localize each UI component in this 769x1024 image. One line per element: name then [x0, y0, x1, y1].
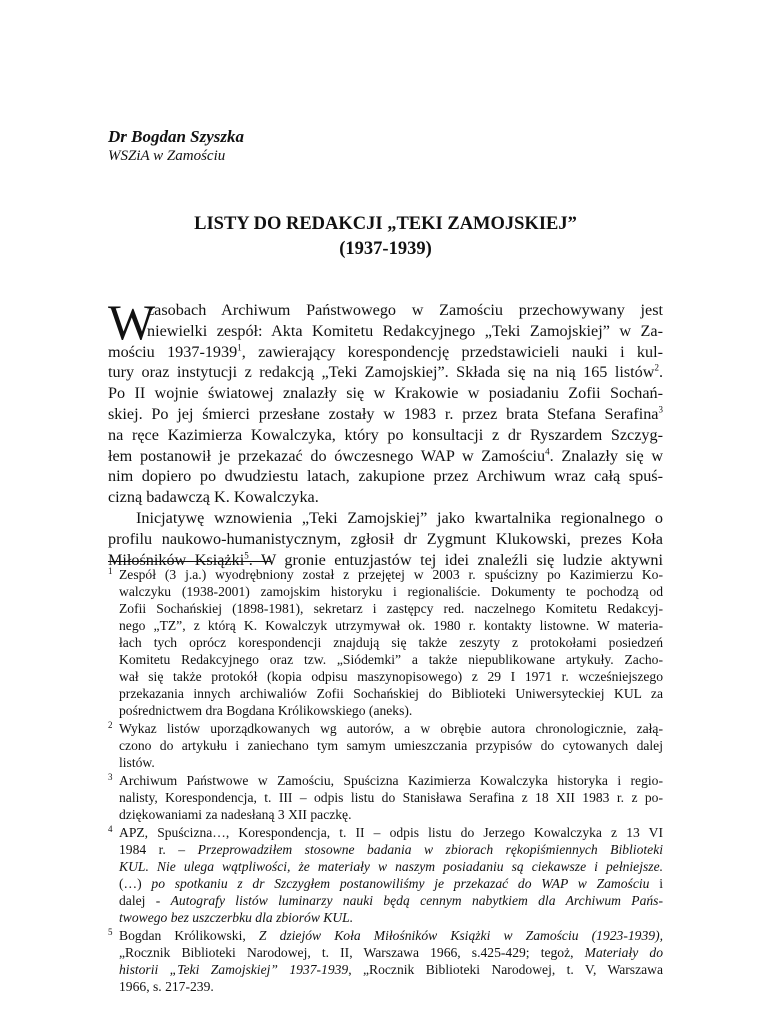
body-line: Po II wojnie światowej znalazły się w Krakowie w posiadaniu Zofii Sochań-	[108, 384, 663, 403]
footnote-number: 4	[108, 824, 113, 834]
body-line: zasobach Archiwum Państwowego w Zamościu przechowywany jest	[147, 301, 663, 319]
footnote-number: 2	[108, 720, 113, 730]
footnote-rule	[108, 561, 270, 562]
footnote-3: 3 Archiwum Państwowe w Zamościu, Spuścizna Kazimierza Kowalczyka historyka i regio- nalisty, Korespondencja, t. III – odpis listu do Stanisława Serafina z 18 XII 1983 r. z po- dziękowaniami za nadesłaną 3 XII paczkę.	[108, 772, 663, 823]
title-line-2: (1937-1939)	[339, 239, 432, 259]
footnote-ref: 4	[545, 446, 550, 457]
footnote-4: 4 APZ, Spuścizna…, Korespondencja, t. II – odpis listu do Jerzego Kowalczyka z 13 VI 1984 r. – Przeprowadziłem stosowne badania w zbiorach rękopiśmiennych Biblioteki KUL. Nie ulega wątpliwości, że materiały w naszym posiadaniu są ciekawsze i pełniejsze. (…) po spotkaniu z dr Szczygłem postanowiliśmy je przekazać do WAP w Zamościu i dalej - Autografy listów luminarzy nauki będą cennym nabytkiem dla Archiwum Pańs- twowego bez uszczerbku dla zbiorów KUL.	[108, 824, 663, 926]
article-body	[108, 294, 664, 570]
footnote-1: 1 Zespół (3 j.a.) wyodrębniony został z przejętej w 2003 r. spuścizny po Kazimierzu Ko- walczyku (1938-2001) zamojskim historyku i regionaliście. Dokumenty te pochodzą od Zofii Sochańskiej (1898-1981), sekretarz i zastępcy red. naczelnego Komitetu Redakcyj- nego „TZ”, z którą K. Kowalczyk utrzymywał ok. 1980 r. kontakty listowne. W materia- łach tych oprócz korespondencji znajdują się także zeszyty z protokołami posiedzeń Komitetu Redakcyjnego oraz tzw. „Siódemki” a także niepublikowane artykuły. Zacho- wał się także protokół (kopia odpisu maszynopisowego) z 29 I 1971 r. wcześniejszego przekazania innych archiwaliów Zofii Sochańskiej do Biblioteki Uniwersyteckiej KUL za pośrednictwem dra Bogdana Królikowskiego (aneks).	[108, 566, 663, 719]
body-line: profilu naukowo-humanistycznym, zgłosił dr Zygmunt Klukowski, prezes Koła	[108, 529, 663, 548]
body-line: Miłośników Książki$^5$. W gronie entuzjastów tej idei znaleźli się ludzie aktywni	[108, 550, 664, 569]
body-line: niewielki zespół: Akta Komitetu Redakcyjnego „Teki Zamojskiej” w Za-	[147, 321, 663, 340]
footnote-ref: 2	[654, 363, 659, 373]
footnote-ref: 5	[244, 550, 249, 561]
footnote-number: 5	[108, 927, 113, 937]
body-line: Inicjatywę wznowienia „Teki Zamojskiej” jako kwartalnika regionalnego o	[136, 508, 663, 527]
body-line: skiej. Po jej śmierci przesłane zostały w 1983 r. przez brata Stefana Serafina$^3$	[108, 404, 663, 423]
footnote-5: 5 Bogdan Królikowski, Z dziejów Koła Miłośników Książki w Zamościu (1923-1939), „Rocznik Biblioteki Narodowej, t. II, Warszawa 1966, s.425-429; tegoż, Materiały do historii „Teki Zamojskiej” 1937-1939, „Rocznik Biblioteki Narodowej, t. V, Warszawa 1966, s. 217-239.	[108, 927, 663, 995]
title-line-1: LISTY DO REDAKCJI „TEKI ZAMOJSKIEJ”	[194, 214, 577, 234]
footnote-ref: 3	[658, 404, 663, 415]
article-title	[108, 212, 663, 262]
body-line: łem postanowił je przekazać do ówczesnego WAP w Zamościu$^4$. Znalazły się w	[108, 446, 664, 465]
author-name: Dr Bogdan Szyszka	[108, 127, 245, 146]
body-line: mościu 1937-1939$^1$, zawierający korespondencję przedstawicieli nauki i kul-	[108, 342, 663, 361]
footnote-number: 3	[108, 772, 113, 782]
drop-cap: W	[108, 294, 156, 350]
author-affiliation: WSZiA w Zamościu	[108, 148, 226, 164]
footnote-2: 2 Wykaz listów uporządkowanych wg autorów, a w obrębie autora chronologicznie, załą- czono do artykułu i zaniechano tym samym umieszczania przypisów do cytowanych dalej listów.	[108, 720, 663, 771]
body-line: nim dopiero po dwudziestu latach, zakupione przez Archiwum wraz całą spuś-	[108, 467, 663, 486]
footnote-ref: 1	[237, 342, 242, 353]
footnotes	[108, 566, 663, 996]
body-line: tury oraz instytucji z redakcją „Teki Zamojskiej”. Składa się na nią 165 listów$^2$.	[108, 363, 663, 382]
body-line: cizną badawczą K. Kowalczyka.	[108, 488, 319, 507]
footnote-number: 1	[108, 566, 113, 576]
body-line: na ręce Kazimierza Kowalczyka, który po konsultacji z dr Ryszardem Szczyg-	[108, 425, 663, 444]
